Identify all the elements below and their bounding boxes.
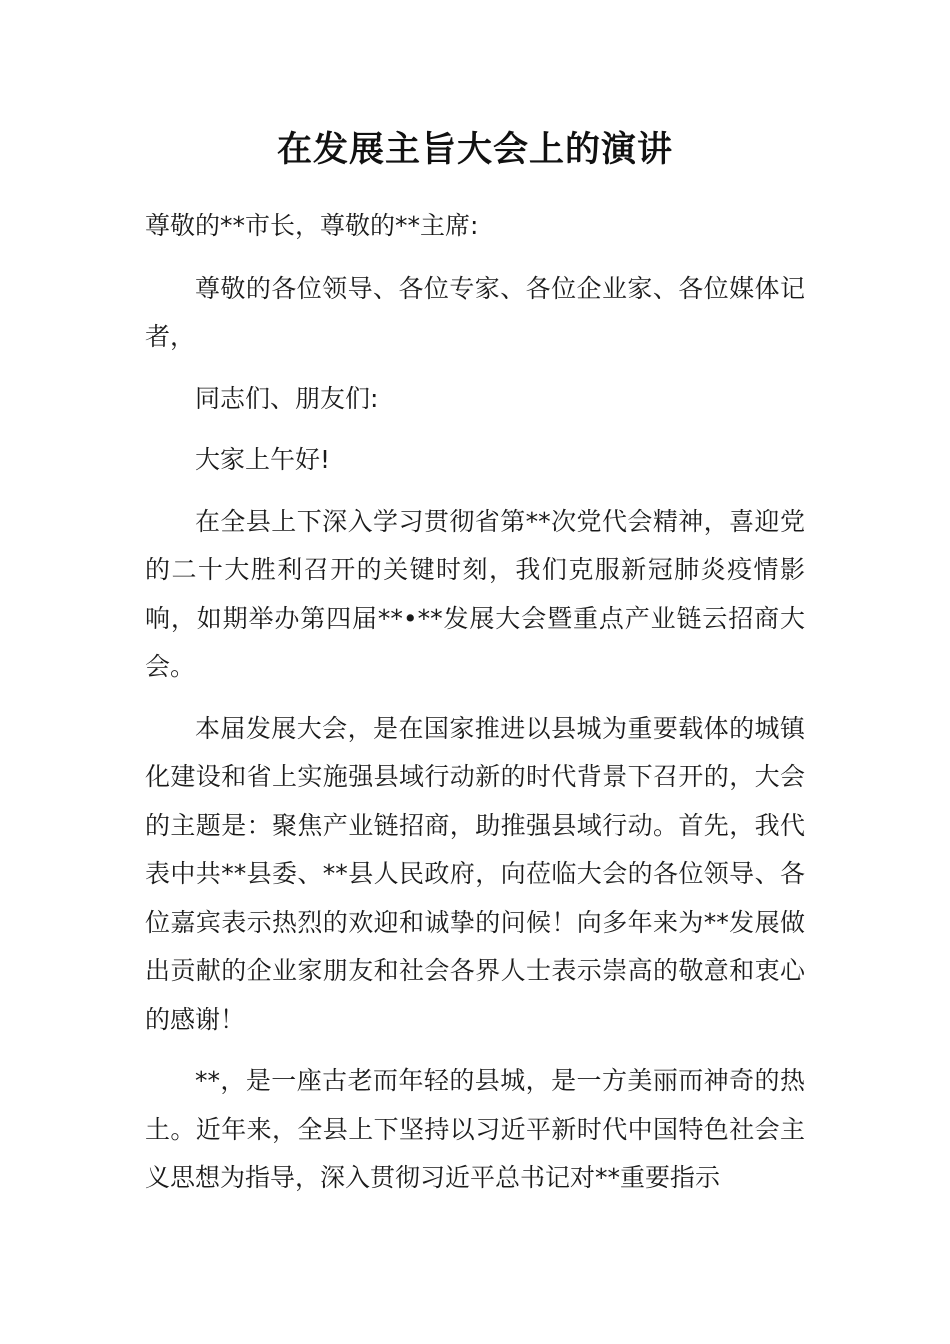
paragraph: 本届发展大会，是在国家推进以县城为重要载体的城镇化建设和省上实施强县域行动新的时代背景下召开的，大会的主题是：聚焦产业链招商，助推强县域行动。首先，我代表中共**县委、**县人民政府，向莅临大会的各位领导、各位嘉宾表示热烈的欢迎和诚挚的问候！向多年来为**发展做出贡献的企业家朋友和社会各界人士表示崇高的敬意和衷心的感谢！: [145, 713, 805, 1034]
paragraph: 大家上午好!: [195, 445, 331, 474]
paragraph: 同志们、朋友们:: [195, 383, 379, 413]
salutation: 尊敬的**市长，尊敬的**主席:: [145, 211, 479, 240]
paragraph: 在全县上下深入学习贯彻省第**次党代会精神，喜迎党的二十大胜利召开的关键时刻，我们克服新冠肺炎疫情影响，如期举办第四届**•**发展大会暨重点产业链云招商大会。: [145, 506, 805, 681]
paragraph: **，是一座古老而年轻的县城，是一方美丽而神奇的热土。近年来，全县上下坚持以习近平新时代中国特色社会主义思想为指导，深入贯彻习近平总书记对**重要指示: [145, 1066, 805, 1192]
document-title: 在发展主旨大会上的演讲: [276, 129, 673, 170]
document-body: [145, 202, 805, 1216]
paragraph: 尊敬的各位领导、各位专家、各位企业家、各位媒体记者，: [145, 273, 805, 351]
